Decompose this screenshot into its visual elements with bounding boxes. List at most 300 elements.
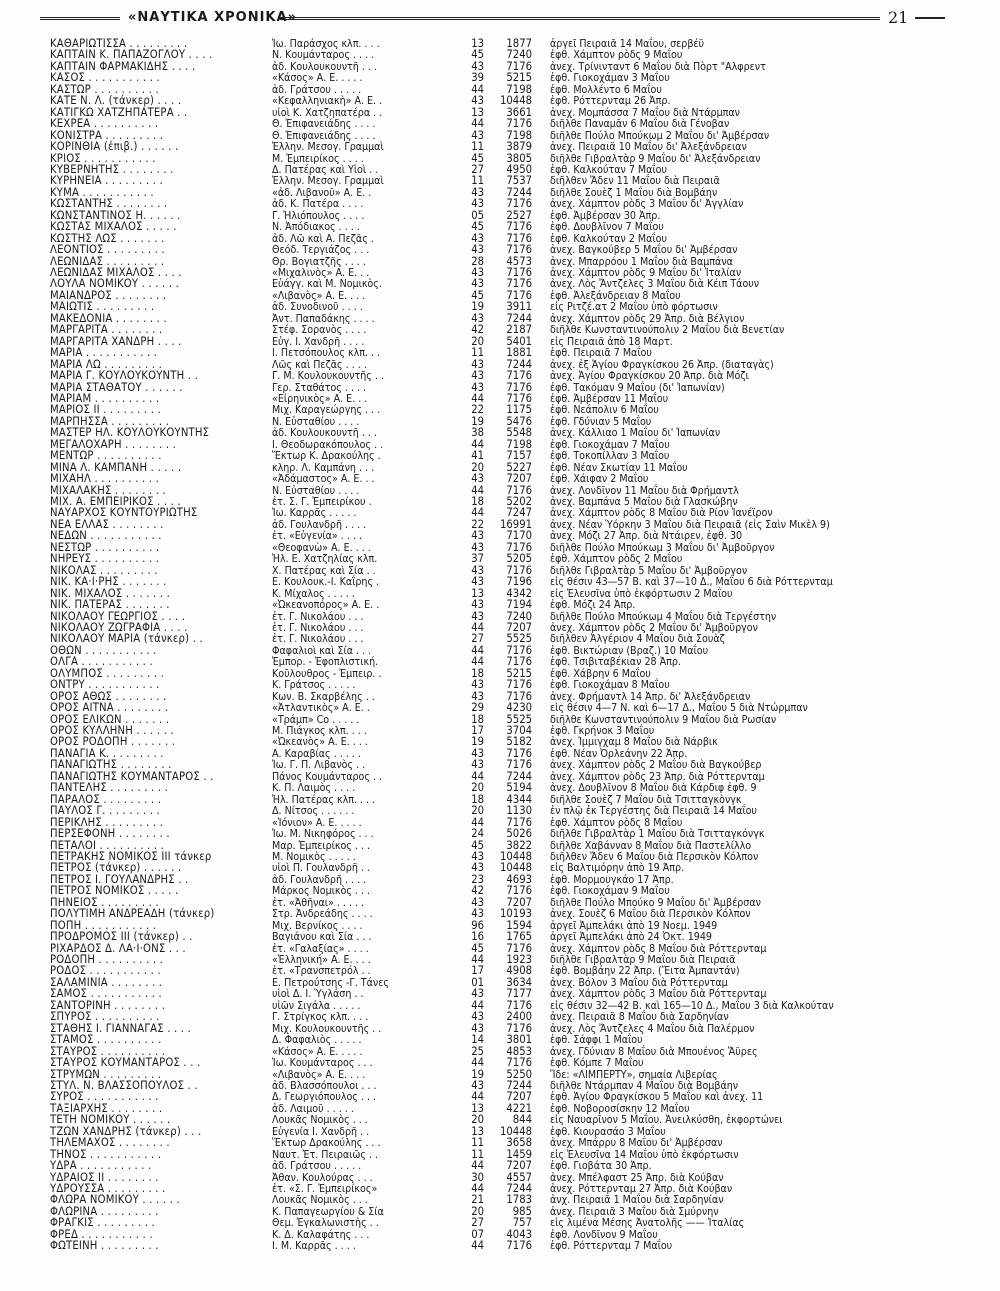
ship-status: ἀνεχ. Βαγκούβερ 5 Μαΐου δι' Ἀμβέρσαν xyxy=(550,244,738,257)
ship-name: ΣΤΡΥΜΩΝ . . . . . . . . . xyxy=(50,1067,162,1081)
ship-owner: ἐτ. «Τρανσπετρόλ . . xyxy=(272,965,371,978)
ship-status: ἀνεχ. Χάμπτον ρὸδς 2 Μαΐου διὰ Βαγκούβερ xyxy=(550,759,762,772)
ship-tonnage: 7176 xyxy=(506,998,532,1012)
ship-tonnage: 5525 xyxy=(506,632,532,646)
ship-name: ΚΩΣΤΗΣ ΛΩΣ . . . . . . . xyxy=(50,231,165,245)
ship-code: 38 xyxy=(471,426,484,440)
ship-name: ΣΤΑΥΡΟΣ . . . . . . . . . . xyxy=(50,1044,166,1058)
ship-name: ΝΙΚΟΛΑΣ . . . . . . . . . xyxy=(50,563,158,577)
ship-owner: Ἕκτωρ Δρακούλης . . . xyxy=(272,1137,381,1150)
ship-name: ΚΥΡΗΝΕΙΑ . . . . . . . . . xyxy=(50,174,163,188)
ship-name: ΡΟΔΟΣ . . . . . . . . . . . xyxy=(50,964,161,978)
ship-owner: Ἑλλην. Μεσογ. Γραμμαὶ xyxy=(272,141,384,154)
ship-name: ΤΗΝΟΣ . . . . . . . . . . . xyxy=(50,1147,162,1161)
ship-tonnage: 7240 xyxy=(506,48,532,62)
ship-status: Ἴδε: «ΛΙΜΠΕΡΤΥ», σημαία Λιβερίας xyxy=(550,1068,718,1081)
ship-status: ἀνεχ. Κάλλιαο 1 Μαΐου δι' Ἰαπωνίαν xyxy=(550,427,721,440)
ship-status: διῆλθε Γιβραλτὰρ 5 Μαΐου δι' Ἀμβοῦργον xyxy=(550,564,748,577)
ship-status: ἐφθ. Ἀλεξάνδρειαν 8 Μαΐου xyxy=(550,289,681,302)
ship-status: ἐφθ. Χάμπτον ρὸδς 9 Μαΐου xyxy=(550,49,683,62)
ship-code: 43 xyxy=(471,849,484,863)
ship-name: ΠΟΠΗ . . . . . . . . . . . xyxy=(50,918,157,932)
ship-tonnage: 7176 xyxy=(506,197,532,211)
ship-owner: ἀδ. Γράτσου . . . . . xyxy=(272,1160,362,1173)
ship-name: ΜΑΡΙΑ ΛΩ . . . . . . . . . xyxy=(50,357,162,371)
ship-owner: «Κάσος» Α. Ε. . . . . xyxy=(272,1045,363,1058)
ship-name: ΜΑΙΑΝΔΡΟΣ . . . . . . . . xyxy=(50,288,167,302)
ship-name: ΜΑΡΠΗΣΣΑ . . . . . . . . . xyxy=(50,414,170,428)
ship-name: ΚΡΙΟΣ . . . . . . . . . . . xyxy=(50,151,156,165)
ship-status: ἀνεχ. Τρίνινταντ 6 Μαΐου διὰ Πὸρτ "Αλφρεντ xyxy=(550,60,766,73)
ship-tonnage: 7176 xyxy=(506,563,532,577)
ship-code: 44 xyxy=(471,769,484,783)
ship-code: 45 xyxy=(471,941,484,955)
ship-status: ἀνεχ. Χάμπτον ρὸδς 2 Μαΐου δι' Ἀμβοῦργον xyxy=(550,621,758,634)
ship-owner: Ἰω. Παράσχος κλπ. . . . xyxy=(272,38,380,50)
ship-owner: Δ. Φαφαλιὸς . . . . . xyxy=(272,1034,362,1047)
ship-tonnage: 1175 xyxy=(506,403,532,417)
ship-owner: Ν. Κουμάνταρος . . . . xyxy=(272,49,375,62)
ship-owner: Ν. Ἀπόδιακος . . . . xyxy=(272,221,360,234)
ship-code: 43 xyxy=(471,598,484,612)
ship-name: ΟΡΟΣ ΑΘΩΣ . . . . . . . . xyxy=(50,689,167,703)
ship-name: ΠΟΛΥΤΙΜΗ ΑΝΔΡΕΑΔΗ (τάνκερ) xyxy=(50,907,215,921)
ship-tonnage: 7537 xyxy=(506,174,532,188)
ship-owner: Δ. Γεωργιόπουλος . . . xyxy=(272,1091,377,1104)
ship-owner: Κοῦλουθρος - Ἐμπειρ. . xyxy=(272,667,382,680)
ship-tonnage: 7198 xyxy=(506,437,532,451)
ship-tonnage: 7207 xyxy=(506,472,532,486)
ship-code: 44 xyxy=(471,82,484,96)
ship-code: 18 xyxy=(471,666,484,680)
ship-code: 45 xyxy=(471,151,484,165)
ship-code: 43 xyxy=(471,987,484,1001)
ship-owner: Α. Καραβίας . . . . . xyxy=(272,747,361,760)
ship-tonnage: 5215 xyxy=(506,71,532,85)
page-header xyxy=(40,8,940,30)
ship-status: διῆλθε Κωνσταντινούπολιν 2 Μαΐου διὰ Βενετίαν xyxy=(550,324,785,337)
ship-tonnage: 10193 xyxy=(499,907,532,921)
ship-status: ἀνεχ. Μπαρρόου 1 Μαΐου διὰ Βαμπάνα xyxy=(550,255,733,268)
ship-status: διῆλθε Πούλο Μπούκωμ 4 Μαΐου διὰ Τεργέστην xyxy=(550,610,777,623)
ship-owner: Γ. Στρίγκος κλπ. . . . xyxy=(272,1011,369,1024)
ship-name: ΜΕΝΤΩΡ . . . . . . . . . . xyxy=(50,449,162,463)
ship-name: ΜΙΧ. Α. ΕΜΠΕΙΡΙΚΟΣ . . . . xyxy=(50,495,181,508)
ship-status: ἐφθ. Χάβρην 6 Μαΐου xyxy=(550,667,651,680)
ship-owner: Χ. Πατέρας καὶ Σία . . xyxy=(272,564,376,577)
ship-owner: ἀδ. Γράτσου . . . . . xyxy=(272,83,362,96)
ship-tonnage: 7176 xyxy=(506,380,532,394)
ship-code: 23 xyxy=(471,872,484,886)
ship-status: ἐφθ. Γιοβάτα 30 Ἀπρ. xyxy=(550,1160,652,1173)
ship-name: ΜΙΧΑΛΑΚΗΣ . . . . . . . . xyxy=(50,483,166,497)
ship-name: ΤΕΤΗ ΝΟΜΙΚΟΥ . . . . . . xyxy=(50,1113,171,1127)
ship-name: ΝΕΔΩΝ . . . . . . . . . . . xyxy=(50,529,162,543)
ship-code: 43 xyxy=(471,575,484,589)
ship-code: 07 xyxy=(471,1227,484,1241)
ship-status: ἀνεχ. Ἁγίου Φραγκίσκου 20 Ἀπρ. διὰ Μόζι xyxy=(550,370,749,383)
ship-code: 43 xyxy=(471,746,484,760)
ship-name: ΠΕΤΡΟΣ ΝΟΜΙΚΟΣ . . . . . xyxy=(50,884,179,898)
ship-status: ἐφθ. Ἀμβέρσαν 30 Ἀπρ. xyxy=(550,209,661,222)
ship-tonnage: 5194 xyxy=(506,781,532,795)
ship-status: ἀνεχ. Χάμπτον ρὸδς 9 Μαΐου δι' Ἰταλίαν xyxy=(550,267,742,279)
ship-tonnage: 7207 xyxy=(506,620,532,634)
ship-owner: Ν. Εὐσταθίου . . . . xyxy=(272,484,360,497)
ship-tonnage: 3658 xyxy=(506,1136,532,1150)
ship-status: ἐφθ. Τοκοπίλλαν 3 Μαΐου xyxy=(550,450,670,463)
ship-code: 43 xyxy=(471,563,484,577)
ship-owner: ἐτ. «Γαλαξίας» . . . . xyxy=(272,942,369,955)
ship-status: ἐφθ. Δουβλῖνον 7 Μαΐου xyxy=(550,221,664,234)
ship-tonnage: 1765 xyxy=(506,930,532,944)
ship-status: ἐφθ. Μόζι 24 Ἀπρ. xyxy=(550,599,636,612)
ship-code: 44 xyxy=(471,506,484,520)
ship-status: ἀνεχ. Χάμπτον ρὸδς 23 Ἀπρ. διὰ Ρόττερνταμ xyxy=(550,770,765,783)
ship-owner: ἀδ. Λῶ καὶ Α. Πεζᾶς . xyxy=(272,232,374,245)
ship-status: ἐν πλῷ ἐκ Τεργέστης διὰ Πειραιᾶ 14 Μαΐου xyxy=(550,805,757,818)
ship-name: ΜΑΣΤΕΡ ΗΛ. ΚΟΥΛΟΥΚΟΥΝΤΗΣ xyxy=(50,426,210,440)
ship-status: ἐφθ. Γιοκοχάμαν 8 Μαΐου xyxy=(550,679,670,692)
ship-status: ἀνεχ. Χάμπτον ρὸδς 3 Μαΐου διὰ Ρόττερνταμ xyxy=(550,988,767,1001)
ship-owner: ἀδ. Κουλουκουντῆ . . . xyxy=(272,60,377,73)
ship-owner: «Ὠκεανοπόρος» Α. Ε. . xyxy=(272,599,380,612)
ship-name: ΜΑΡΙΑ ΣΤΑΘΑΤΟΥ . . . . . . xyxy=(50,380,183,394)
ship-name: ΦΡΑΓΚΙΣ . . . . . . . . . xyxy=(50,1216,155,1230)
ship-code: 43 xyxy=(471,1021,484,1035)
ship-code: 22 xyxy=(471,517,484,531)
ship-owner: «Ὠκεανὸς» Α. Ε. . . . xyxy=(272,736,368,749)
ship-owner: Μάρκος Νομικὸς . . . xyxy=(272,885,371,898)
ship-tonnage: 7176 xyxy=(506,1056,532,1070)
ship-status: διῆλθε Ντάρμπαν 4 Μαΐου διὰ Βομβάην xyxy=(550,1079,739,1092)
ship-code: 22 xyxy=(471,403,484,417)
ship-code: 05 xyxy=(471,208,484,222)
ship-owner: ἀδ. Κ. Πατέρα . . . . xyxy=(272,198,364,211)
ship-owner: Λουκᾶς Νομικὸς . . . xyxy=(272,1194,368,1207)
ship-status: εἰς λιμένα Μέσης Ἀνατολῆς —— Ἰταλίας xyxy=(550,1217,745,1230)
ship-name: ΜΑΡΙΑ . . . . . . . . . . . xyxy=(50,346,158,360)
ship-tonnage: 3805 xyxy=(506,151,532,165)
ship-code: 41 xyxy=(471,449,484,463)
ship-owner: Θεόδ. Τεργιάζος . . . xyxy=(272,244,370,257)
ship-name: ΝΙΚΟΛΑΟΥ ΜΑΡΙΑ (τάνκερ) . . xyxy=(50,632,203,646)
ship-owner: ἐτ. Γ. Νικολάου . . . xyxy=(272,633,364,646)
ship-status: ἐφθ. Γδύνιαν 5 Μαΐου xyxy=(550,415,652,428)
ship-owner: Γερ. Σταθάτος . . . . xyxy=(272,381,367,394)
ship-status: διῆλθεν Ἀλγέριον 4 Μαΐου διὰ Σουὰζ xyxy=(550,633,725,646)
ship-name: ΜΑΡΙΑ Γ. ΚΟΥΛΟΥΚΟΥΝΤΗ . . xyxy=(50,369,198,383)
ship-code: 43 xyxy=(471,472,484,486)
ship-code: 43 xyxy=(471,59,484,73)
ship-owner: Κ. Γράτσος . . . . . xyxy=(272,679,356,692)
ship-code: 43 xyxy=(471,1078,484,1092)
ship-status: εἰς Ἐλευσῖνα ὑπὸ ἐκφόρτωσιν 2 Μαΐου xyxy=(550,587,733,600)
ship-status: ἀνεχ. Νέαν Ὑόρκην 3 Μαΐου διὰ Πειραιᾶ (εἰς Σαὶν Μικὲλ 9) xyxy=(550,518,830,531)
ship-tonnage: 2187 xyxy=(506,323,532,337)
ship-code: 28 xyxy=(471,254,484,268)
ship-status: ἐφθ. Πειραιᾶ 7 Μαΐου xyxy=(550,347,652,360)
ship-code: 44 xyxy=(471,117,484,131)
ship-owner: Φαφαλιοὶ καὶ Σία . . . xyxy=(272,644,372,657)
ship-tonnage: 3634 xyxy=(506,975,532,989)
ship-code: 43 xyxy=(471,357,484,371)
ship-tonnage: 4908 xyxy=(506,964,532,978)
ship-name: ΚΩΣΤΑΣ ΜΙΧΑΛΟΣ . . . . . xyxy=(50,220,177,234)
ship-owner: Μιχ. Βερνίκος . . . . xyxy=(272,919,363,932)
ship-code: 44 xyxy=(471,815,484,829)
ship-status: ἀνεχ. Λονδῖνον 11 Μαΐου διὰ Φρήμαντλ xyxy=(550,484,739,497)
ship-code: 18 xyxy=(471,792,484,806)
ship-code: 43 xyxy=(471,311,484,325)
ship-owner: Κ. Μίχαλος . . . . . xyxy=(272,587,355,600)
ship-name: ΚΕΧΡΕΑ . . . . . . . . . . xyxy=(50,117,159,131)
ship-owner: ἐτ. Γ. Νικολάου . . . xyxy=(272,610,364,623)
ship-status: διῆλθεν Ἄδεν 11 Μαΐου διὰ Πειραιᾶ xyxy=(550,175,720,188)
ship-tonnage: 985 xyxy=(512,1204,532,1218)
ship-status: ἀνεχ. Ρόττερνταμ 27 Ἀπρ. διὰ Κούβαν xyxy=(550,1183,733,1195)
ship-status: ἀνεχ. Σουὲζ 6 Μαΐου διὰ Περσικὸν Κόλπον xyxy=(550,908,751,921)
ship-owner: Στέφ. Σορανὸς . . . . xyxy=(272,324,367,337)
ship-owner: ἐτ. Γ. Νικολάου . . . xyxy=(272,621,364,634)
ship-status: διῆλθε Σουὲζ 7 Μαΐου διὰ Τσιτταγκὸνγκ xyxy=(550,793,742,806)
ship-code: 45 xyxy=(471,220,484,234)
ship-code: 27 xyxy=(471,162,484,176)
ship-name: ΠΑΝΑΓΙΑ Κ. . . . . . . . . xyxy=(50,746,164,760)
ship-name: ΛΕΩΝΙΔΑΣ . . . . . . . . . xyxy=(50,254,165,268)
ship-status: ἐφθ. Σάφφι 1 Μαΐου xyxy=(550,1034,643,1047)
ship-owner: Θ. Ἐπιφανειάδης . . . . xyxy=(272,129,376,142)
ship-status: ἀνεχ. Μομπάσσα 7 Μαΐου διὰ Ντάρμπαν xyxy=(550,106,741,119)
ship-code: 17 xyxy=(471,964,484,978)
ship-status: διῆλθε Κωνσταντινούπολιν 9 Μαΐου διὰ Ρωσίαν xyxy=(550,713,777,726)
ship-tonnage: 10448 xyxy=(499,861,532,875)
ship-code: 13 xyxy=(471,105,484,119)
ship-name: ΟΝΤΡΥ . . . . . . . . . . . xyxy=(50,678,160,692)
ship-name: ΣΠΥΡΟΣ . . . . . . . . . . xyxy=(50,1010,160,1024)
ship-code: 44 xyxy=(471,1159,484,1173)
ship-tonnage: 2527 xyxy=(506,208,532,222)
ship-code: 44 xyxy=(471,643,484,657)
ship-tonnage: 10448 xyxy=(499,94,532,108)
ship-name: ΣΤΥΛ. Ν. ΒΛΑΣΣΟΠΟΥΛΟΣ . . xyxy=(50,1078,198,1092)
ship-tonnage: 7176 xyxy=(506,369,532,383)
ship-name: ΜΑΡΙΑΜ . . . . . . . . . . xyxy=(50,391,160,405)
ship-owner: Εὐάγγ. καὶ Μ. Νομικὸς. xyxy=(272,278,382,291)
ship-owner: Ἀντ. Παπαδάκης . . . . xyxy=(272,312,375,325)
ship-status: εἰς Πειραιᾶ ἀπὸ 18 Μαρτ. xyxy=(550,335,673,348)
ship-code: 43 xyxy=(471,243,484,257)
ship-tonnage: 5182 xyxy=(506,735,532,749)
ship-tonnage: 1130 xyxy=(506,804,532,818)
ship-tonnage: 4230 xyxy=(506,701,532,715)
ship-status: ἐφθ. Βομβάην 22 Ἀπρ. (Ἔιτα Ἀμπαντάν) xyxy=(550,965,740,978)
ship-tonnage: 7176 xyxy=(506,884,532,898)
ship-name: ΥΔΡΑΙΟΣ ΙΙ . . . . . . . . xyxy=(50,1170,159,1184)
ship-status: ἐφθ. Βικτώριαν (Βραζ.) 10 Μαΐου xyxy=(550,644,709,657)
ship-code: 43 xyxy=(471,907,484,921)
ship-tonnage: 4573 xyxy=(506,254,532,268)
ship-status: διῆλθε Πούλο Μπούκωμ 2 Μαΐου δι' Ἀμβέρσαν xyxy=(550,129,770,142)
ship-status: ἀνεχ. Πειραιᾶ 8 Μαΐου διὰ Σαρδηνίαν xyxy=(550,1011,729,1024)
ship-owner: «Ἀτλαντικὸς» Α. Ε. . xyxy=(272,702,370,715)
ship-owner: υἱῶν Σιγάλα . . . . . xyxy=(272,999,361,1012)
ship-code: 43 xyxy=(471,861,484,875)
ship-owner: Μ. Νομικὸς . . . . . xyxy=(272,850,356,863)
ship-code: 44 xyxy=(471,1090,484,1104)
ship-name: ΥΔΡΟΥΣΣΑ . . . . . . . . . xyxy=(50,1182,166,1195)
ship-tonnage: 1877 xyxy=(506,37,532,50)
ship-tonnage: 7240 xyxy=(506,609,532,623)
ship-name: ΠΕΤΡΟΣ (τάνκερ) . . . . . . xyxy=(50,861,182,875)
ship-name: ΥΔΡΑ . . . . . . . . . . . xyxy=(50,1159,152,1173)
ship-name: ΚΑΤΙΓΚΩ ΧΑΤΖΗΠΑΤΕΡΑ . . xyxy=(50,105,188,119)
ship-tonnage: 7176 xyxy=(506,117,532,131)
ship-name: ΚΑΘΑΡΙΩΤΙΣΣΑ . . . . . . . . . xyxy=(50,37,188,50)
ship-tonnage: 7244 xyxy=(506,357,532,371)
ship-owner: Θεμ. Ἐγκαλωνιστὴς . . xyxy=(272,1217,379,1230)
ship-code: 30 xyxy=(471,1170,484,1184)
ship-status: εἰς Βαλτιμόρην ἀπὸ 19 Ἀπρ. xyxy=(550,862,685,875)
ship-owner: ἀδ. Βλασσόπουλοι . . . xyxy=(272,1079,377,1092)
table-row xyxy=(50,1239,910,1253)
ship-code: 43 xyxy=(471,380,484,394)
ship-owner: ἀδ. Γουλανδρῆ . . . . xyxy=(272,873,367,886)
ship-status: εἰς Ναυαρῖνον 5 Μαΐου. Ἀνειλκύσθη, ἐκφορτώνει xyxy=(550,1114,783,1127)
ship-status: ἐφθ. Χάμπτον ρὸδς 8 Μαΐου xyxy=(550,816,683,829)
ship-name: ΠΑΝΑΓΙΩΤΗΣ . . . . . . . . xyxy=(50,758,172,772)
ship-tonnage: 7198 xyxy=(506,82,532,96)
ship-status: εἰς Ἐλευσῖνα 14 Μαΐου ὑπὸ ἐκφόρτωσιν xyxy=(550,1148,739,1161)
ship-status: ἐφθ. Ἀμβέρσαν 11 Μαΐου xyxy=(550,392,669,405)
ship-name: ΜΑΡΙΟΣ ΙΙ . . . . . . . . . xyxy=(50,403,161,417)
ship-tonnage: 7207 xyxy=(506,1159,532,1173)
ship-code: 19 xyxy=(471,1067,484,1081)
ship-name: ΠΑΡΑΛΟΣ . . . . . . . . . xyxy=(50,792,162,806)
ship-code: 43 xyxy=(471,609,484,623)
ship-status: ἀνεχ. Χάμπτον ρὸδς 8 Μαΐου διὰ Ρόττερνταμ xyxy=(550,942,767,955)
ship-code: 43 xyxy=(471,266,484,279)
ship-code: 16 xyxy=(471,930,484,944)
ship-tonnage: 7170 xyxy=(506,529,532,543)
ship-status: ἐφθ. Νοβοροσίσκην 12 Μαΐου xyxy=(550,1102,690,1115)
ship-status: ἀνεχ. Βόλον 3 Μαΐου διὰ Ρόττερνταμ xyxy=(550,976,728,989)
ship-tonnage: 1459 xyxy=(506,1147,532,1161)
ship-tonnage: 16991 xyxy=(499,517,532,531)
ship-name: ΣΑΛΑΜΙΝΙΑ . . . . . . . . xyxy=(50,975,163,989)
ship-code: 42 xyxy=(471,884,484,898)
ship-code: 43 xyxy=(471,185,484,199)
ship-tonnage: 4853 xyxy=(506,1044,532,1058)
ship-tonnage: 7176 xyxy=(506,220,532,234)
ship-tonnage: 757 xyxy=(512,1216,532,1230)
ship-owner: Ναυτ. Ἐτ. Πειραιῶς . . xyxy=(272,1148,379,1161)
ship-owner: Κ. Δ. Καλαφάτης . . . xyxy=(272,1228,370,1241)
ship-name: ΣΤΑΘΗΣ Ι. ΓΙΑΝΝΑΓΑΣ . . . . xyxy=(50,1021,191,1035)
ship-owner: «Ἑλληνική» Α. Ε. . . . xyxy=(272,954,371,966)
ship-name: ΜΕΓΑΛΟΧΑΡΗ . . . . . . . . xyxy=(50,437,177,451)
ship-owner: ἀδ. Συνοδινοῦ . . . . xyxy=(272,301,363,314)
ship-tonnage: 5250 xyxy=(506,1067,532,1081)
ship-status: διῆλθε Παναμᾶν 6 Μαΐου διὰ Γένοβαν xyxy=(550,118,730,131)
ship-owner: «Λιβανὸς» Α. Ε. . . . xyxy=(272,289,366,302)
ship-name: ΚΑΣΤΩΡ . . . . . . . . . . xyxy=(50,82,159,96)
ship-code: 43 xyxy=(471,197,484,211)
ship-owner: ἀδ. Λαιμοῦ . . . . . xyxy=(272,1102,354,1115)
ship-status: διῆλθε Γιβραλτὰρ 9 Μαΐου δι' Ἀλεξάνδρειαν xyxy=(550,152,761,165)
ship-status: ἀνεχ. Μπέλφαστ 25 Ἀπρ. διὰ Κούβαν xyxy=(550,1171,724,1184)
ship-code: 20 xyxy=(471,781,484,795)
ship-tonnage: 7196 xyxy=(506,575,532,589)
ship-status: ἐφθ. Χάιφαν 2 Μαΐου xyxy=(550,473,649,486)
ship-tonnage: 5215 xyxy=(506,666,532,680)
ship-status: ἀνεχ. Χάμπτον ρὸδς 3 Μαΐου δι' Ἀγγλίαν xyxy=(550,198,744,211)
ship-status: ἐφθ. Μολλέντο 6 Μαΐου xyxy=(550,83,662,96)
ship-status: ἐφθ. Ἁγίου Φραγκίσκου 5 Μαΐου καὶ ἀνεχ. 11 xyxy=(550,1091,764,1104)
ship-status: ἀνεχ. Πειραιᾶ 10 Μαΐου δι' Ἀλεξάνδρειαν xyxy=(550,141,747,154)
ship-owner: Ἰω. Γ. Π. Λιβανὸς . . xyxy=(272,759,366,772)
ship-code: 14 xyxy=(471,1033,484,1047)
ship-tonnage: 7176 xyxy=(506,941,532,955)
ship-name: ΜΑΡΓΑΡΙΤΑ ΧΑΝΔΡΗ . . . . xyxy=(50,334,182,348)
ship-owner: υἱοὶ Δ. Ι. Ὑγλάση . . xyxy=(272,988,364,1001)
ship-name: ΤΗΛΕΜΑΧΟΣ . . . . . . . . xyxy=(50,1136,170,1150)
ship-name: ΣΑΝΤΟΡΙΝΗ . . . . . . . . xyxy=(50,998,166,1012)
ship-code: 44 xyxy=(471,1182,484,1195)
ship-status: ἀνεχ. Χάμπτον ρὸδς 8 Μαΐου διὰ Ρίον Ἰανέϊρον xyxy=(550,507,773,520)
ship-code: 11 xyxy=(471,1136,484,1150)
ship-tonnage: 5548 xyxy=(506,426,532,440)
ship-owner: Ε. Πετρούτσης -Γ. Τάνες xyxy=(272,976,389,989)
ship-code: 44 xyxy=(471,483,484,497)
ship-status: ἐφθ. Γιοκοχάμαν 3 Μαΐου xyxy=(550,72,670,85)
ship-tonnage: 4221 xyxy=(506,1101,532,1115)
ship-name: ΝΙΚ. ΜΙΧΑΛΟΣ . . . . . . . xyxy=(50,586,171,600)
ship-code: 29 xyxy=(471,701,484,715)
ship-status: ἀνεχ. Φρήμαντλ 14 Ἀπρ. δι' Ἀλεξάνδρειαν xyxy=(550,690,751,703)
ship-status: διῆλθε Γιβραλτὰρ 1 Μαΐου διὰ Τσιτταγκόνγκ xyxy=(550,828,765,841)
ship-name: ΟΘΩΝ . . . . . . . . . . . xyxy=(50,643,157,657)
ship-code: 19 xyxy=(471,414,484,428)
ship-code: 45 xyxy=(471,288,484,302)
ship-tonnage: 7194 xyxy=(506,598,532,612)
ship-status: εἰς θέσιν 43—57 Β. καὶ 37—10 Δ., Μαΐου 6 διὰ Ρόττερνταμ xyxy=(550,576,833,589)
ship-owner: ἐτ. «Εὐγενία» . . . . xyxy=(272,530,362,543)
ship-tonnage: 7176 xyxy=(506,277,532,291)
ship-owner: Πάνος Κουμάνταρος . . xyxy=(272,770,383,783)
ship-owner: Ἰω. Καρρᾶς . . . . . xyxy=(272,507,357,520)
ship-name: ΦΛΩΡΑ ΝΟΜΙΚΟΥ . . . . . . xyxy=(50,1193,180,1207)
ship-code: 43 xyxy=(471,369,484,383)
ship-code: 43 xyxy=(471,678,484,692)
ship-tonnage: 7244 xyxy=(506,1078,532,1092)
ship-tonnage: 7176 xyxy=(506,643,532,657)
ship-owner: «Κάσος» Α. Ε. . . . . xyxy=(272,72,363,85)
ship-owner: Δ. Πατέρας καὶ Υἱοὶ . . xyxy=(272,163,379,176)
ship-status: ἀργεῖ Ἀμπελάκι ἀπὸ 19 Νοεμ. 1949 xyxy=(550,919,718,932)
ship-tonnage: 3661 xyxy=(506,105,532,119)
ship-tonnage: 7176 xyxy=(506,266,532,279)
ship-owner: Ἠλ. Ε. Χατζηλίας κλπ. xyxy=(272,553,378,566)
ship-code: 25 xyxy=(471,1044,484,1058)
ship-code: 43 xyxy=(471,758,484,772)
ship-tonnage: 7176 xyxy=(506,678,532,692)
ship-status: ἐφθ. Ρόττερνταμ 26 Ἀπρ. xyxy=(550,95,671,108)
ship-name: ΟΡΟΣ ΑΙΤΝΑ . . . . . . . . xyxy=(50,701,169,715)
ship-owner: Ἕκτωρ Κ. Δρακούλης . xyxy=(272,450,381,463)
ship-owner: «Τράμπ» Co . . . . . xyxy=(272,713,360,726)
ship-status: ἐφθ. Νέαν Ὀρλεάνην 22 Ἀπρ. xyxy=(550,747,688,760)
